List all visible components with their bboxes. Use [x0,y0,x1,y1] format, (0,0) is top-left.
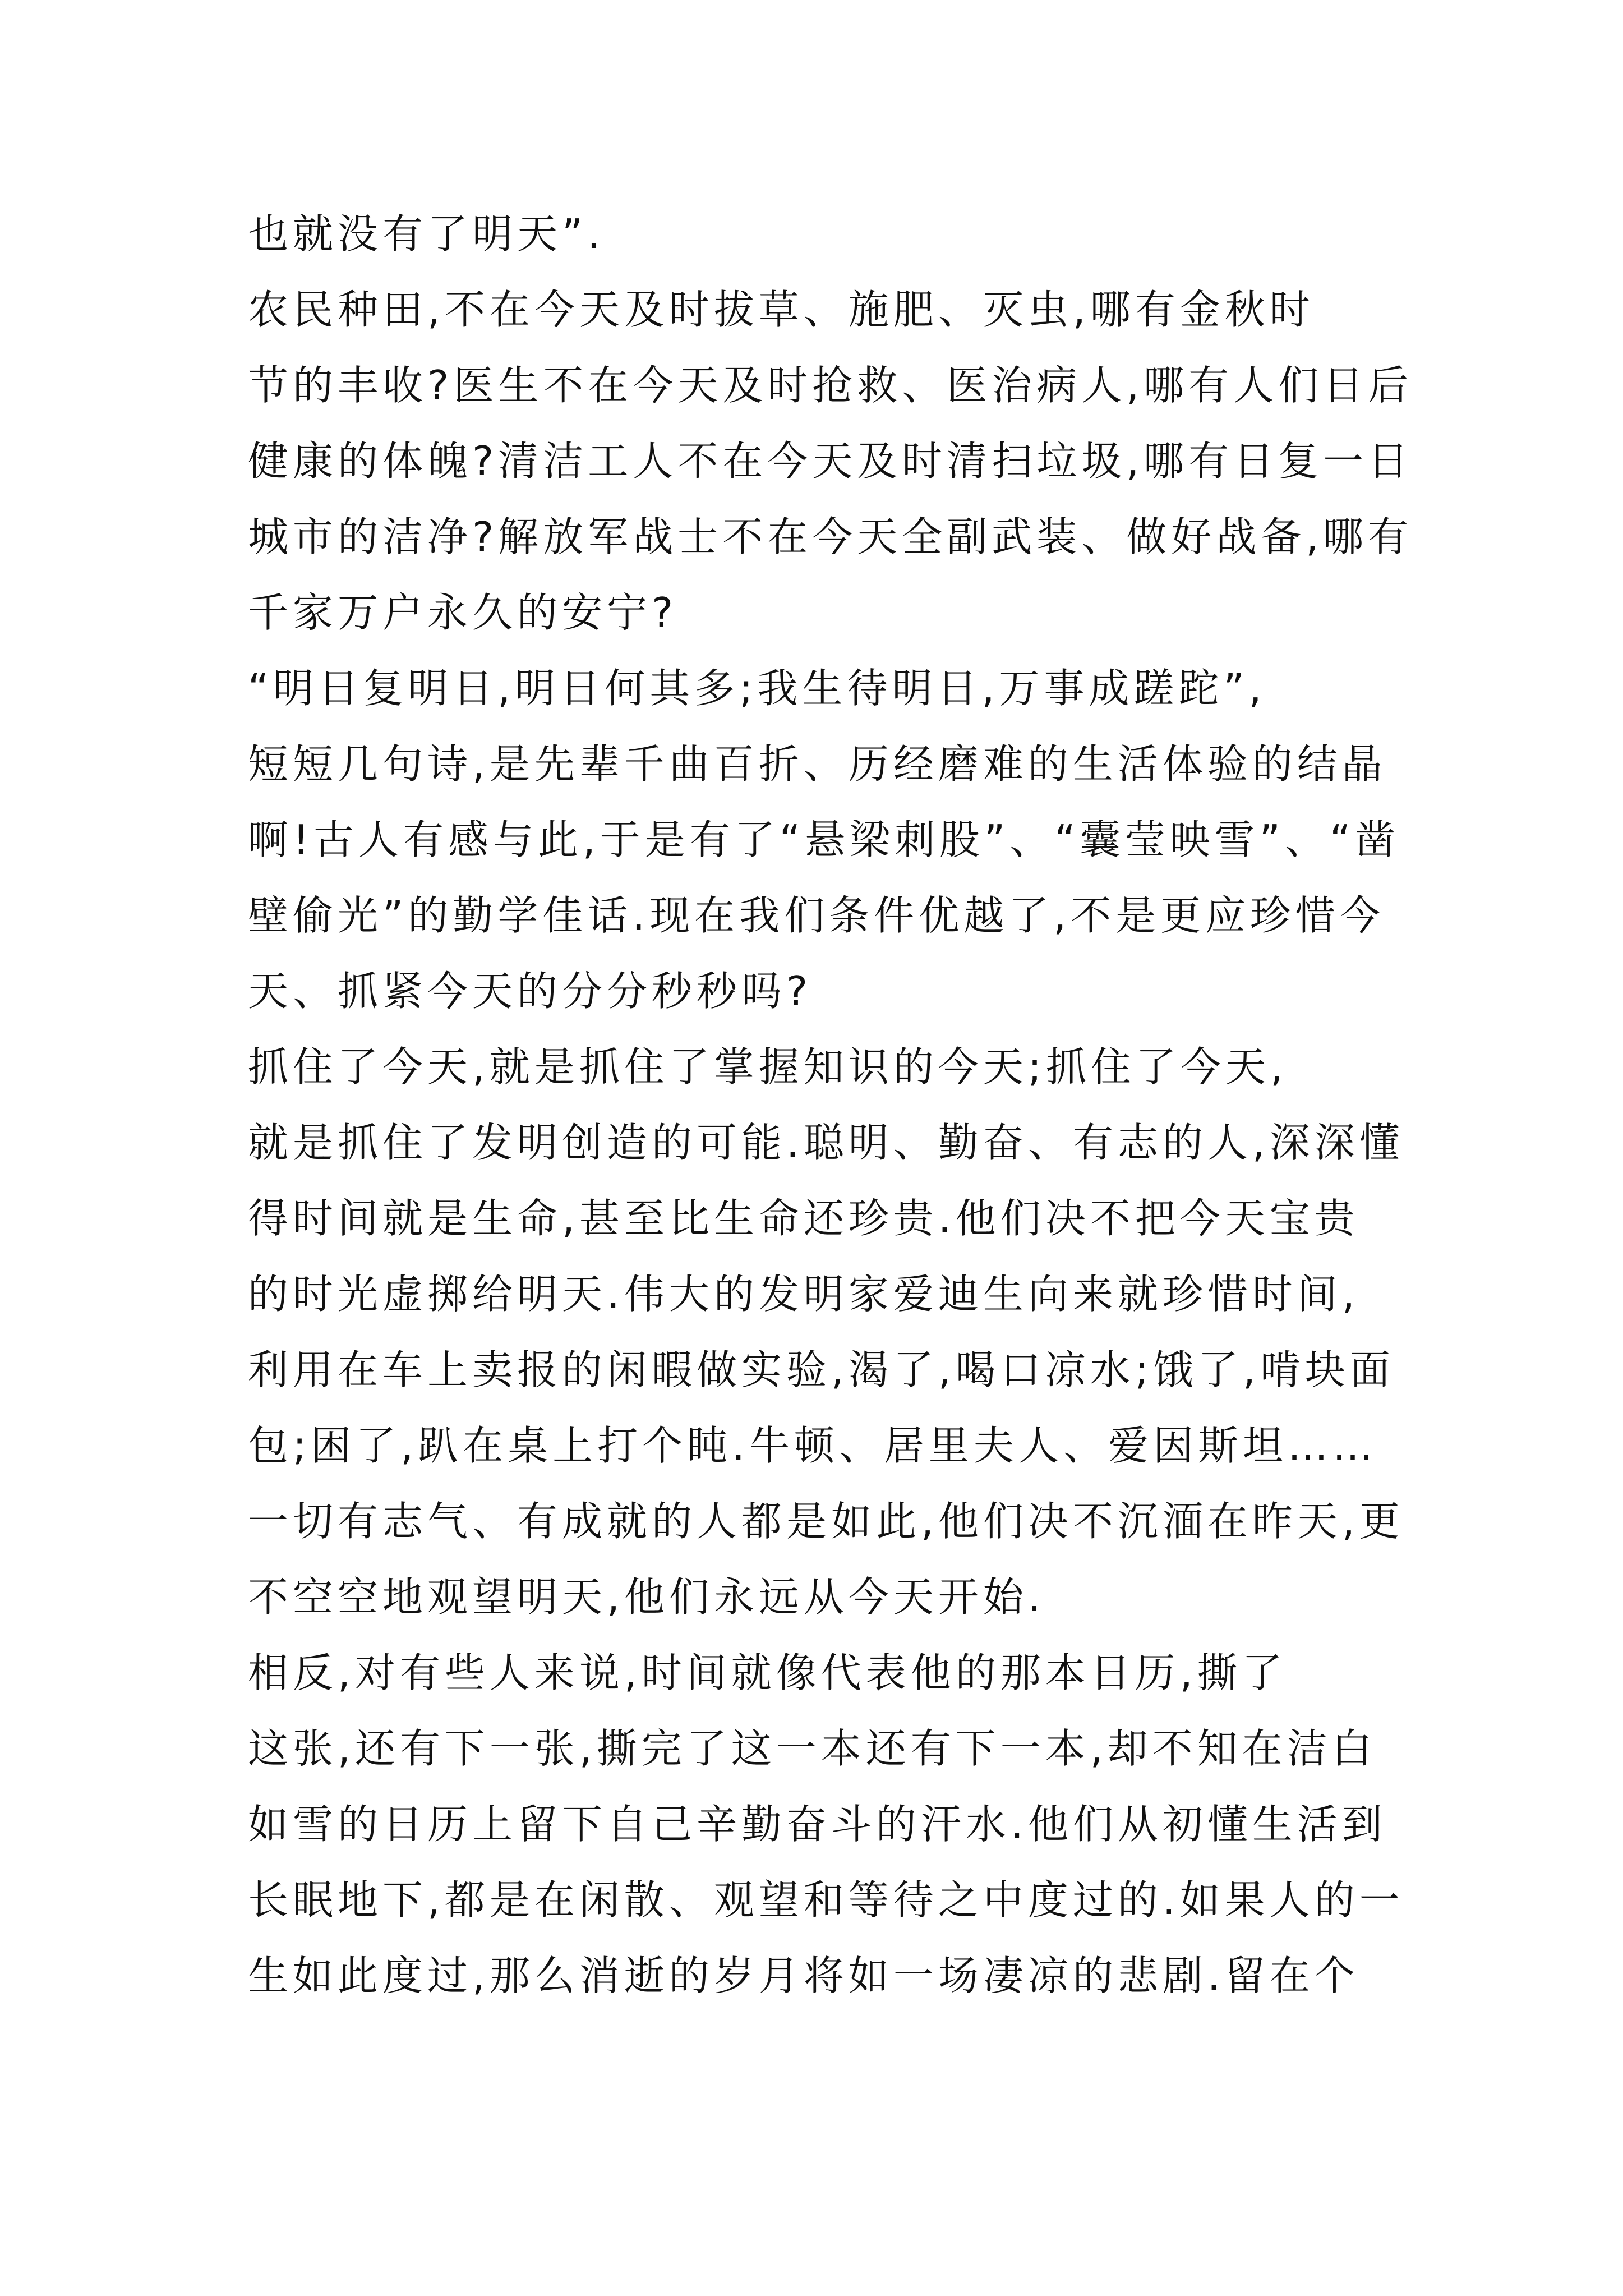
text-line: 这张,还有下一张,撕完了这一本还有下一本,却不知在洁白 [248,1725,1377,1772]
text-line: 抓住了今天,就是抓住了掌握知识的今天;抓住了今天, [248,1043,1288,1091]
text-line: 健康的体魄?清洁工人不在今天及时清扫垃圾,哪有日复一日 [248,438,1413,485]
text-line: 如雪的日历上留下自己辛勤奋斗的汗水.他们从初懂生活到 [248,1801,1387,1848]
text-line: 啊!古人有感与此,于是有了“悬梁刺股”、“囊莹映雪”、“凿 [248,816,1400,863]
text-line: 节的丰收?医生不在今天及时抢救、医治病人,哪有人们日后 [248,362,1413,409]
text-line: 的时光虚掷给明天.伟大的发明家爱迪生向来就珍惜时间, [248,1271,1359,1318]
text-line: 也就没有了明天”. [248,210,605,257]
text-line: 短短几句诗,是先辈千曲百折、历经磨难的生活体验的结晶 [248,740,1387,788]
text-line: 天、抓紧今天的分分秒秒吗? [248,968,813,1015]
text-line: 一切有志气、有成就的人都是如此,他们决不沉湎在昨天,更 [248,1498,1404,1545]
text-line: 生如此度过,那么消逝的岁月将如一场凄凉的悲剧.留在个 [248,1952,1359,1999]
text-line: 得时间就是生命,甚至比生命还珍贵.他们决不把今天宝贵 [248,1195,1359,1242]
text-line: 壁偷光”的勤学佳话.现在我们条件优越了,不是更应珍惜今 [248,892,1385,939]
text-line: 长眠地下,都是在闲散、观望和等待之中度过的.如果人的一 [248,1876,1404,1924]
text-line: 利用在车上卖报的闲暇做实验,渴了,喝口凉水;饿了,啃块面 [248,1346,1395,1393]
text-line: 包;困了,趴在桌上打个盹.牛顿、居里夫人、爱因斯坦…… [248,1422,1378,1469]
text-line: 就是抓住了发明创造的可能.聪明、勤奋、有志的人,深深懂 [248,1119,1404,1166]
text-line: 不空空地观望明天,他们永远从今天开始. [248,1573,1045,1621]
body-text [248,196,1413,2014]
text-line: 千家万户永久的安宁? [248,589,678,636]
text-line: 城市的洁净?解放军战士不在今天全副武装、做好战备,哪有 [248,513,1413,560]
text-line: 相反,对有些人来说,时间就像代表他的那本日历,撕了 [248,1649,1287,1696]
text-line: “明日复明日,明日何其多;我生待明日,万事成蹉跎”, [248,665,1266,712]
text-line: 农民种田,不在今天及时拔草、施肥、灭虫,哪有金秋时 [248,286,1315,333]
